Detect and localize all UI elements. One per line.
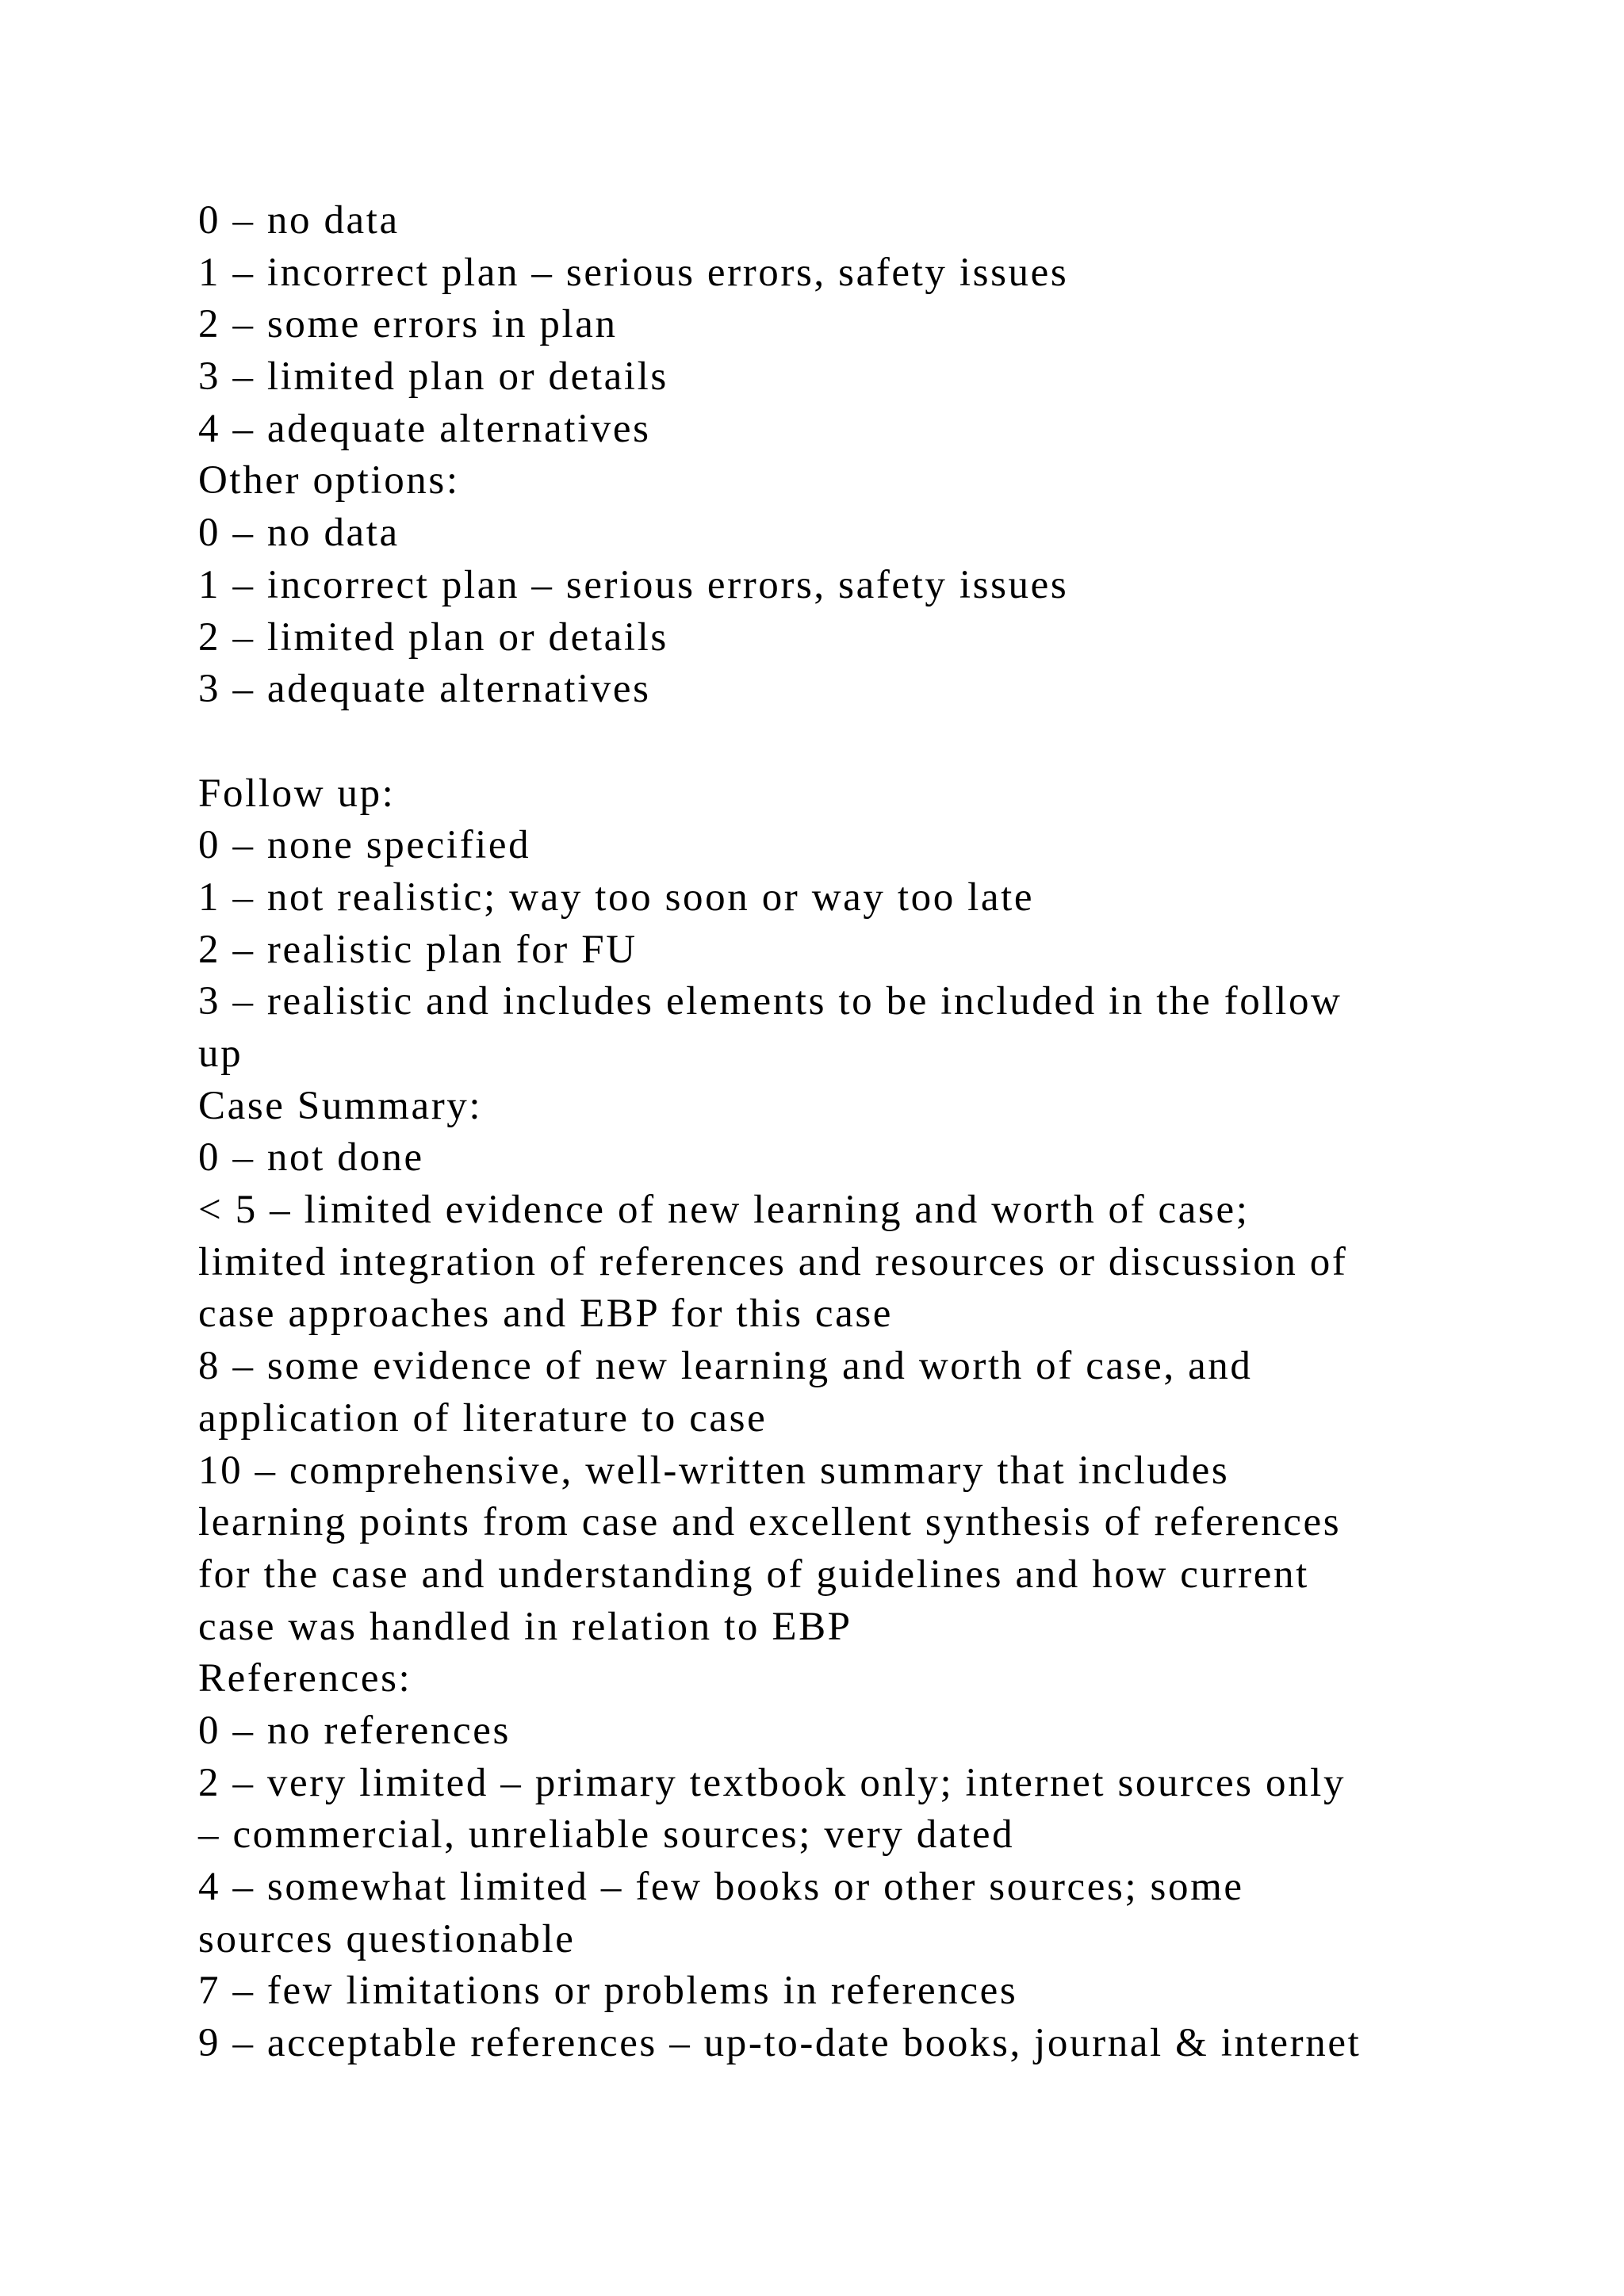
text-line: 8 – some evidence of new learning and worth of case, and <box>198 1344 1253 1389</box>
section-heading-other-options: Other options: <box>198 458 460 503</box>
text-line: 2 – limited plan or details <box>198 614 668 660</box>
text-line: learning points from case and excellent synthesis of references <box>198 1500 1342 1545</box>
text-line: 1 – not realistic; way too soon or way too late <box>198 874 1035 920</box>
text-line: 4 – adequate alternatives <box>198 406 651 451</box>
section-heading-references: References: <box>198 1656 412 1701</box>
text-line: 3 – adequate alternatives <box>198 667 651 712</box>
text-line: 10 – comprehensive, well-written summary that includes <box>198 1448 1230 1493</box>
text-line: 9 – acceptable references – up-to-date books, journal & internet <box>198 2021 1362 2066</box>
section-heading-case-summary: Case Summary: <box>198 1083 483 1128</box>
section-heading-follow-up: Follow up: <box>198 771 396 816</box>
text-line: application of literature to case <box>198 1395 768 1441</box>
text-line: 7 – few limitations or problems in references <box>198 1969 1018 2014</box>
document-body <box>198 195 1507 2070</box>
text-line: 0 – none specified <box>198 823 531 868</box>
blank-line <box>198 716 1507 768</box>
text-line: for the case and understanding of guidelines and how current <box>198 1552 1309 1597</box>
text-line: 1 – incorrect plan – serious errors, safety issues <box>198 562 1069 607</box>
text-line: < 5 – limited evidence of new learning and worth of case; <box>198 1188 1250 1233</box>
text-line: 0 – no references <box>198 1708 511 1753</box>
text-line: case approaches and EBP for this case <box>198 1292 894 1337</box>
text-line: 1 – incorrect plan – serious errors, safety issues <box>198 250 1069 295</box>
text-line: – commercial, unreliable sources; very dated <box>198 1812 1015 1858</box>
text-line: sources questionable <box>198 1916 576 1961</box>
text-line: 3 – realistic and includes elements to be included in the follow <box>198 979 1342 1024</box>
text-line: up <box>198 1031 243 1076</box>
text-line: case was handled in relation to EBP <box>198 1604 852 1649</box>
text-line: 0 – no data <box>198 511 400 556</box>
text-line: 4 – somewhat limited – few books or other sources; some <box>198 1865 1244 1909</box>
text-line: 3 – limited plan or details <box>198 354 668 400</box>
text-line: 0 – no data <box>198 198 400 243</box>
text-line: 2 – some errors in plan <box>198 302 618 347</box>
text-line: 0 – not done <box>198 1135 424 1181</box>
text-line: limited integration of references and resources or discussion of <box>198 1239 1348 1284</box>
text-line: 2 – very limited – primary textbook only; internet sources only <box>198 1760 1346 1805</box>
text-line: 2 – realistic plan for FU <box>198 927 638 972</box>
